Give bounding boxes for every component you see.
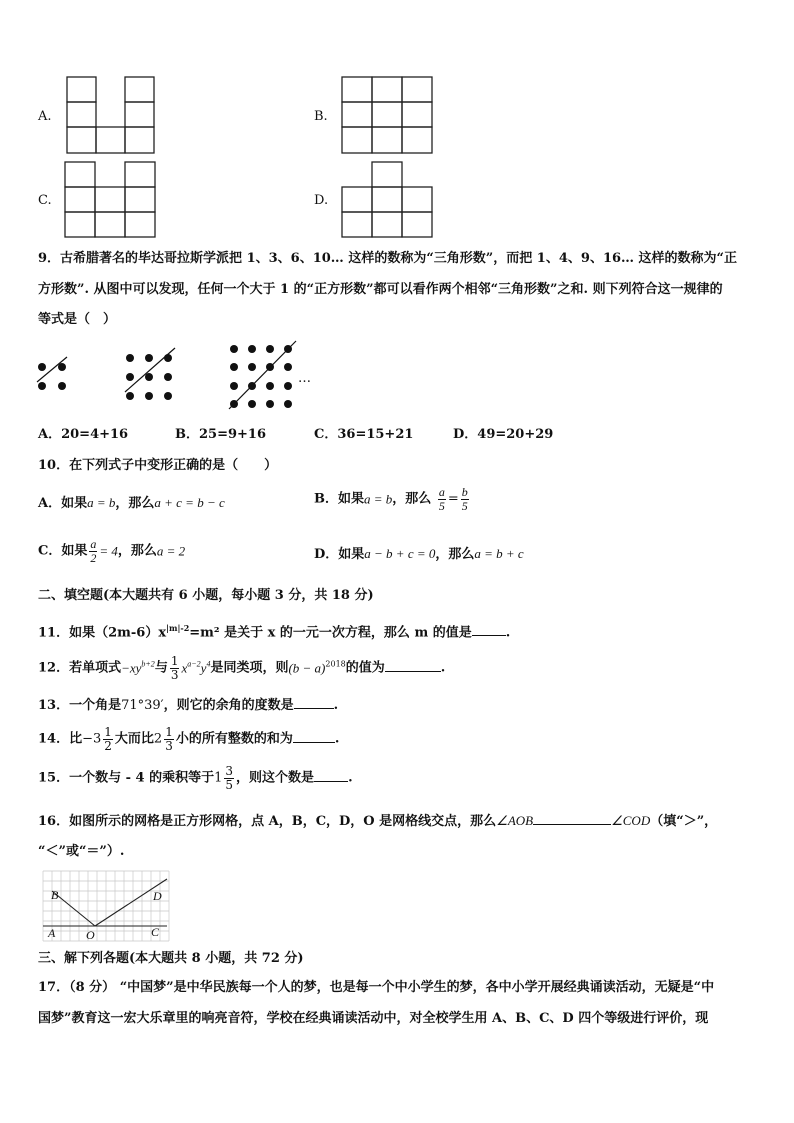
q9-dot-figure-2x2	[35, 360, 75, 400]
q9-option-a: A．20=4+16	[38, 427, 129, 442]
q14: 14．比−3 $\frac{1}{2}$ 大而比2 $\frac{1}{3}$ 小的所有整数的和为 .	[38, 725, 340, 753]
q10-option-b: B．如果a = b，那么 $\frac{a}{5}$ = $\frac{b}{5}$	[314, 485, 468, 513]
q11: 11．如果$(2m-6)x^{|m|-2}=m^2$ 是关于 x 的一元一次方程，那么 m 的值是 .	[38, 623, 511, 641]
q16-line2: “＜”或“＝”）.	[38, 844, 125, 859]
q9-text-line1: 9．古希腊著名的毕达哥拉斯学派把 1、3、6、10… 这样的数称为“三角形数”，而把 1、4、9、16… 这样的数称为“正	[38, 251, 738, 266]
q11-answer-blank[interactable]	[472, 623, 506, 636]
q16-line1: 16．如图所示的网格是正方形网格，点 A，B，C，D，O 是网格线交点，那么∠AOB ∠COD（填“＞”，	[38, 813, 718, 829]
q9-text-line2: 方形数”. 从图中可以发现，任何一个大于 1 的“正方形数”都可以看作两个相邻“三角形数”之和. 则下列符合这一规律的	[38, 282, 723, 297]
q16-label-o: O	[86, 928, 95, 942]
q8-option-b-label: B.	[314, 109, 328, 124]
q8-option-a-label: A.	[38, 109, 52, 124]
q10-option-d: D．如果a − b + c = 0，那么a = b + c	[314, 546, 524, 562]
q8-figure-d	[342, 162, 434, 240]
q12-answer-blank[interactable]	[385, 659, 441, 672]
section2-title: 二、填空题(本大题共有 6 小题，每小题 3 分，共 18 分)	[38, 588, 374, 603]
q15: 15．一个数与 - 4 的乘积等于1 $\frac{3}{5}$ ，则这个数是 .	[38, 764, 353, 792]
q10-b-right-fraction: $\frac{b}{5}$	[461, 485, 468, 513]
q16-label-b: B	[51, 888, 59, 902]
q14-fraction-1: $\frac{1}{2}$	[104, 725, 112, 753]
q14-answer-blank[interactable]	[293, 730, 335, 743]
q17-line2: 国梦”教育这一宏大乐章里的响亮音符，学校在经典诵读活动中，对全校学生用 A、B、C、D 四个等级进行评价，现	[38, 1011, 709, 1026]
q9-option-d: D．49=20+29	[453, 427, 554, 442]
q9-option-c: C．36=15+21	[314, 427, 414, 442]
q9-option-b: B．25=9+16	[175, 427, 267, 442]
q8-figure-b	[342, 77, 434, 155]
q9-dots-ellipsis: …	[298, 371, 311, 386]
q9-dot-figure-4x4	[226, 341, 306, 413]
q15-fraction: $\frac{3}{5}$	[225, 764, 234, 792]
q10-stem: 10．在下列式子中变形正确的是（ ）	[38, 458, 278, 473]
q16-answer-blank[interactable]	[533, 812, 611, 825]
q9-dot-figure-3x3	[123, 350, 183, 405]
q14-fraction-2: $\frac{1}{3}$	[165, 725, 173, 753]
q10-b-left-fraction: $\frac{a}{5}$	[438, 485, 445, 513]
q16-label-c: C	[151, 925, 160, 939]
section3-title: 三、解下列各题(本大题共 8 小题，共 72 分)	[38, 951, 304, 966]
q9-text-line3: 等式是（ ）	[38, 312, 117, 327]
q12: 12．若单项式$-xy^{b+2}$与 $\frac{1}{3}$ $x^{a-2}y^4$是同类项，则$(b - a)^{2018}$的值为 .	[38, 654, 446, 682]
q8-option-d-label: D.	[314, 193, 329, 208]
q10-c-fraction: $\frac{a}{2}$	[90, 537, 97, 565]
q16-label-a: A	[48, 926, 56, 940]
q15-answer-blank[interactable]	[314, 769, 348, 782]
q13: 13．一个角是71°39′，则它的余角的度数是 .	[38, 698, 339, 713]
q10-option-a: A．如果a = b，那么a + c = b − c	[38, 495, 225, 511]
q8-option-c-label: C.	[38, 193, 52, 208]
q8-figure-a	[67, 77, 157, 155]
q17-line1: 17．（8 分） “中国梦”是中华民族每一个人的梦，也是每一个中小学生的梦，各中小学开展经典诵读活动，无疑是“中	[38, 980, 715, 995]
q10-option-c: C．如果 $\frac{a}{2}$ = 4，那么a = 2	[38, 537, 186, 565]
q12-fraction: $\frac{1}{3}$	[170, 654, 179, 682]
q8-figure-c	[65, 162, 157, 240]
q16-label-d: D	[153, 889, 162, 903]
q13-answer-blank[interactable]	[294, 696, 334, 709]
